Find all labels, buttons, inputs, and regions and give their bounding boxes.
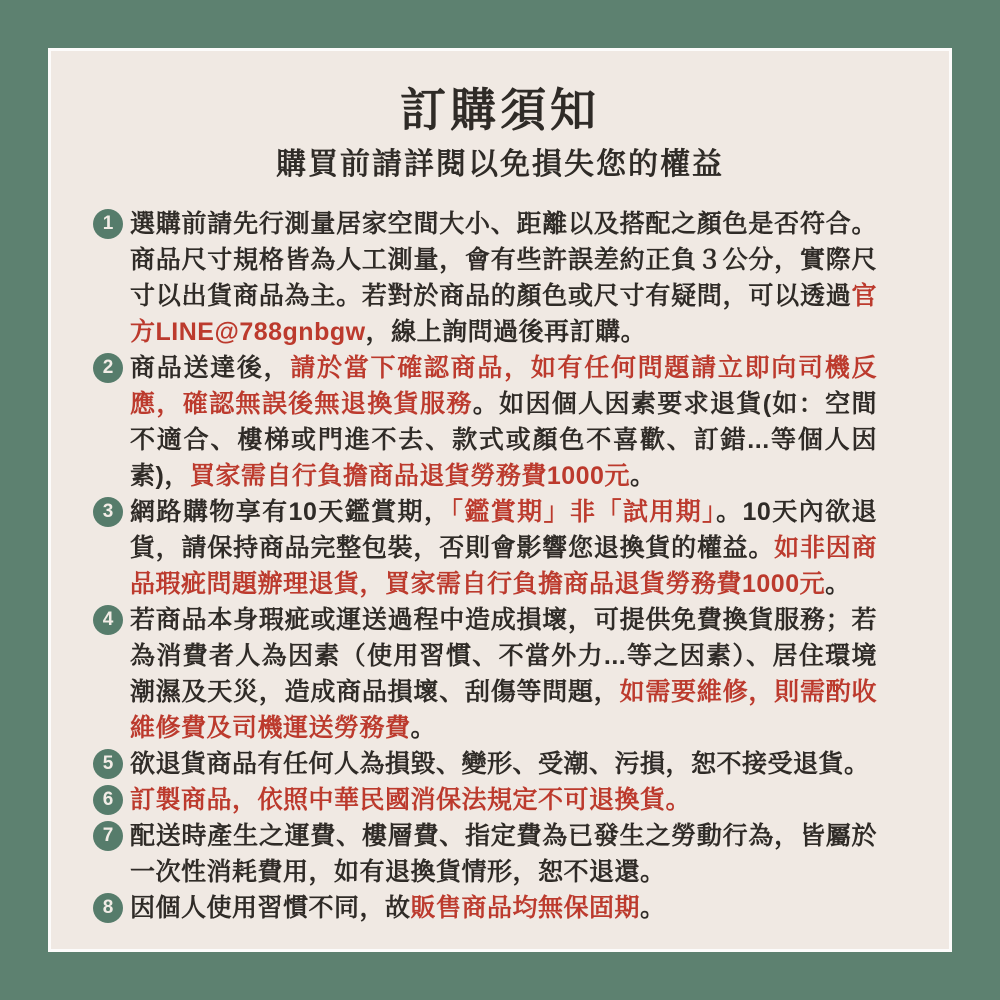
notice-list [51,206,949,926]
item-text-segment: 因個人使用習慣不同，故 [130,893,411,922]
item-text [130,746,877,782]
item-number-badge: 2 [93,353,123,383]
notice-item [93,818,877,890]
item-text [130,494,877,602]
notice-item [93,890,877,926]
notice-item [93,206,877,350]
notice-item [93,350,877,494]
notice-item [93,782,877,818]
item-number-badge: 1 [93,209,123,239]
item-text-accent-segment: 請於當下確認商品，如有任何問題請立即向司機反應，確認無誤後無退換貨服務 [130,353,877,418]
item-text-accent-segment: 「鑑賞期」非「試用期」 [450,497,717,526]
item-text [130,818,877,890]
item-text-segment: 欲退貨商品有任何人為損毀、變形、受潮、污損，恕不接受退貨。 [130,749,870,778]
page-subtitle: 購買前請詳閱以免損失您的權益 [276,148,724,182]
item-text-accent-segment: 如需要維修，則需酌收維修費及司機運送勞務費 [130,677,877,742]
notice-panel [48,48,952,952]
item-text-segment: 。 [629,461,656,490]
item-text-segment: 。10天內欲退貨，請保持商品完整包裝，否則會影響您退換貨的權益。 [130,497,878,562]
item-text-accent-segment: 訂製商品，依照中華民國消保法規定不可退換貨。 [130,785,692,814]
item-text-segment: 配送時產生之運費、樓層費、指定費為已發生之勞動行為，皆屬於一次性消耗費用，如有退換貨情形，恕不退還。 [130,821,877,886]
item-text [130,206,877,350]
item-text-segment: 。如因個人因素要求退貨(如：空間不適合、樓梯或門進不去、款式或顏色不喜歡、訂錯...等個人因素)， [130,389,877,490]
item-number-badge: 3 [93,497,123,527]
item-number-badge: 8 [93,893,123,923]
item-number-badge: 5 [93,749,123,779]
item-text-segment: 商品送達後， [130,353,291,382]
item-text-segment: ，線上詢問過後再訂購。 [365,317,647,346]
notice-item [93,494,877,602]
notice-item [93,602,877,746]
item-text-segment: 若商品本身瑕疵或運送過程中造成損壞，可提供免費換貨服務；若為消費者人為因素（使用習慣、不當外力...等之因素）、居住環境潮濕及天災，造成商品損壞、刮傷等問題， [130,605,877,706]
item-text-accent-segment: 如非因商品瑕疵問題辦理退貨，買家需自行負擔商品退貨勞務費1000元 [130,533,877,598]
item-text [130,782,877,818]
item-text-segment: 選購前請先行測量居家空間大小、距離以及搭配之顏色是否符合。商品尺寸規格皆為人工測量，會有些許誤差約正負３公分，實際尺寸以出貨商品為主。若對於商品的顏色或尺寸有疑問，可以透過 [130,209,877,310]
item-text [130,602,877,746]
item-number-badge: 6 [93,785,123,815]
item-text-accent-segment: 買家需自行負擔商品退貨勞務費1000元 [189,461,630,490]
item-text-segment: 。 [640,893,666,922]
notice-item [93,746,877,782]
item-number-badge: 4 [93,605,123,635]
item-text [130,890,877,926]
item-text-segment: 。 [410,713,437,742]
item-text-segment: 。 [825,569,851,598]
page-title: 訂購須知 [400,84,600,136]
item-text-accent-segment: 販售商品均無保固期 [410,893,641,922]
item-text [130,350,877,494]
item-number-badge: 7 [93,821,123,851]
item-text-segment: 網路購物享有10天鑑賞期， [130,497,451,526]
item-text-accent-segment: 官方LINE@788gnbgw [130,281,877,346]
